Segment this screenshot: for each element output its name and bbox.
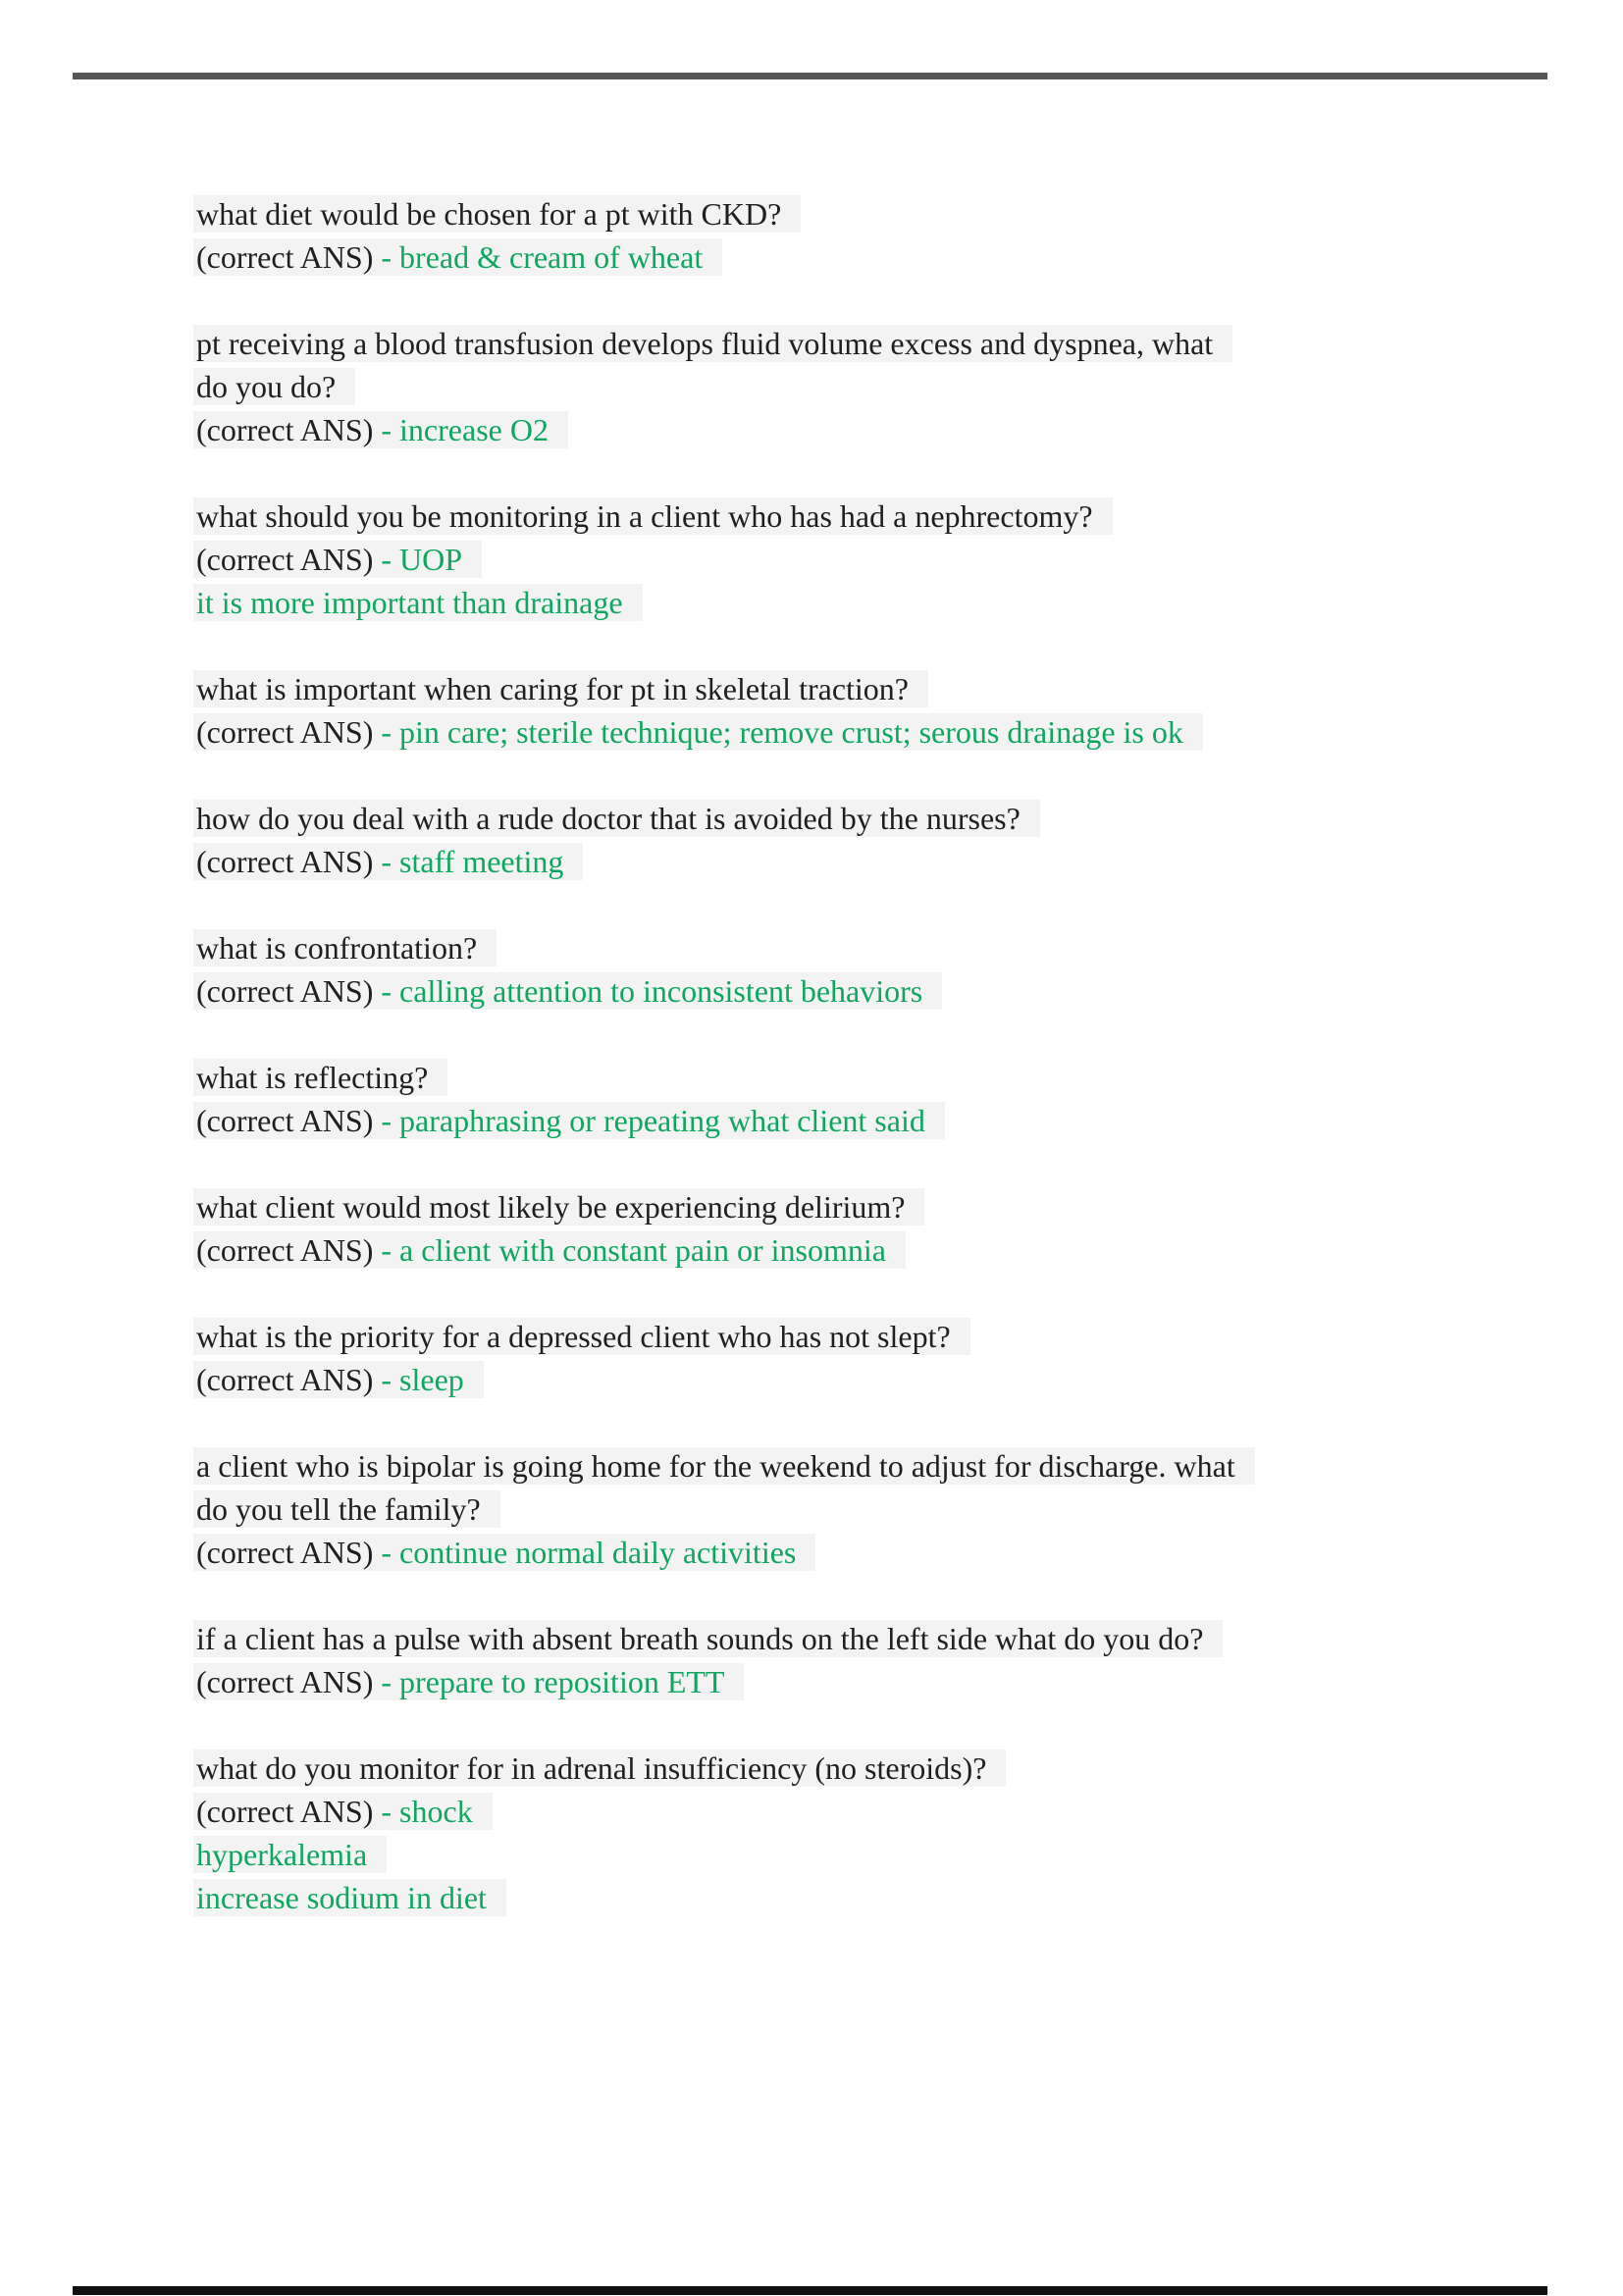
answer-line: [196, 969, 1472, 1013]
question-line: [196, 1056, 1472, 1099]
answer-text: - increase O2: [381, 412, 549, 447]
answer-line-highlight: [193, 541, 482, 578]
answer-text: - continue normal daily activities: [381, 1535, 797, 1570]
answer-text: - paraphrasing or repeating what client said: [381, 1103, 925, 1138]
question-line: [196, 365, 1472, 408]
answer-label: (correct ANS): [196, 412, 374, 447]
answer-line: [196, 235, 1472, 279]
answer-extra-line: [196, 1833, 1472, 1876]
answer-text: increase sodium in diet: [193, 1879, 506, 1916]
qa-item: [196, 667, 1472, 754]
top-divider: [73, 73, 1547, 79]
answer-line: [196, 710, 1472, 754]
bottom-divider: [73, 2286, 1547, 2295]
answer-text: - calling attention to inconsistent behaviors: [381, 973, 923, 1009]
qa-item: [196, 322, 1472, 451]
answer-line: [196, 538, 1472, 581]
answer-text: hyperkalemia: [193, 1836, 387, 1873]
question-text: what diet would be chosen for a pt with CKD?: [193, 195, 801, 233]
answer-extra-line: [196, 1876, 1472, 1919]
answer-line: [196, 408, 1472, 451]
question-text: what is confrontation?: [193, 929, 497, 966]
answer-line-highlight: [193, 843, 583, 880]
qa-item: [196, 192, 1472, 279]
question-text: what client would most likely be experiencing delirium?: [193, 1188, 924, 1226]
answer-label: (correct ANS): [196, 973, 374, 1009]
answer-line: [196, 1228, 1472, 1272]
question-line: [196, 1747, 1472, 1790]
answer-label: (correct ANS): [196, 1362, 374, 1397]
answer-line-highlight: [193, 1231, 906, 1269]
question-text: how do you deal with a rude doctor that is avoided by the nurses?: [193, 800, 1040, 837]
question-text: do you do?: [193, 368, 355, 405]
answer-line: [196, 1099, 1472, 1142]
answer-text: - prepare to reposition ETT: [381, 1664, 725, 1699]
answer-label: (correct ANS): [196, 1535, 374, 1570]
question-text: what is the priority for a depressed client who has not slept?: [193, 1318, 970, 1355]
question-line: [196, 1617, 1472, 1660]
answer-label: (correct ANS): [196, 714, 374, 750]
answer-text: - a client with constant pain or insomnia: [381, 1232, 886, 1268]
question-line: [196, 495, 1472, 538]
answer-text: - pin care; sterile technique; remove crust; serous drainage is ok: [381, 714, 1183, 750]
question-text: what is important when caring for pt in skeletal traction?: [193, 670, 928, 707]
qa-item: [196, 1617, 1472, 1703]
answer-label: (correct ANS): [196, 1232, 374, 1268]
qa-item: [196, 1747, 1472, 1919]
question-text: do you tell the family?: [193, 1490, 500, 1528]
answer-extra-line: [196, 581, 1472, 624]
answer-label: (correct ANS): [196, 1794, 374, 1829]
question-line: [196, 1487, 1472, 1531]
question-text: what is reflecting?: [193, 1059, 447, 1096]
question-line: [196, 797, 1472, 840]
answer-line-highlight: [193, 1663, 744, 1700]
answer-label: (correct ANS): [196, 1664, 374, 1699]
question-text: what do you monitor for in adrenal insufficiency (no steroids)?: [193, 1749, 1006, 1787]
question-text: a client who is bipolar is going home for the weekend to adjust for discharge. what: [193, 1447, 1255, 1485]
question-line: [196, 192, 1472, 235]
answer-label: (correct ANS): [196, 239, 374, 275]
qa-item: [196, 1444, 1472, 1574]
answer-line: [196, 1660, 1472, 1703]
qa-item: [196, 926, 1472, 1013]
answer-label: (correct ANS): [196, 844, 374, 879]
answer-line: [196, 1358, 1472, 1401]
answer-text: - sleep: [381, 1362, 464, 1397]
answer-line: [196, 1790, 1472, 1833]
qa-item: [196, 1056, 1472, 1142]
answer-label: (correct ANS): [196, 542, 374, 577]
answer-line-highlight: [193, 1361, 484, 1398]
qa-item: [196, 1315, 1472, 1401]
question-text: pt receiving a blood transfusion develops fluid volume excess and dyspnea, what: [193, 325, 1232, 362]
answer-label: (correct ANS): [196, 1103, 374, 1138]
question-line: [196, 1444, 1472, 1487]
answer-line-highlight: [193, 1102, 945, 1139]
answer-text: - shock: [381, 1794, 473, 1829]
answer-text: it is more important than drainage: [193, 584, 643, 621]
answer-line-highlight: [193, 972, 942, 1010]
question-text: if a client has a pulse with absent breath sounds on the left side what do you do?: [193, 1620, 1223, 1657]
question-line: [196, 1315, 1472, 1358]
qa-item: [196, 495, 1472, 624]
question-line: [196, 1185, 1472, 1228]
question-line: [196, 322, 1472, 365]
answer-line-highlight: [193, 1534, 815, 1571]
answer-line: [196, 840, 1472, 883]
answer-text: - UOP: [381, 542, 463, 577]
answer-text: - staff meeting: [381, 844, 564, 879]
question-text: what should you be monitoring in a client who has had a nephrectomy?: [193, 497, 1113, 535]
question-line: [196, 926, 1472, 969]
answer-line-highlight: [193, 411, 568, 448]
qa-item: [196, 797, 1472, 883]
answer-text: - bread & cream of wheat: [381, 239, 704, 275]
answer-line: [196, 1531, 1472, 1574]
answer-line-highlight: [193, 713, 1203, 751]
qa-list: [196, 192, 1472, 1962]
question-line: [196, 667, 1472, 710]
answer-line-highlight: [193, 1793, 493, 1830]
answer-line-highlight: [193, 238, 722, 276]
qa-item: [196, 1185, 1472, 1272]
